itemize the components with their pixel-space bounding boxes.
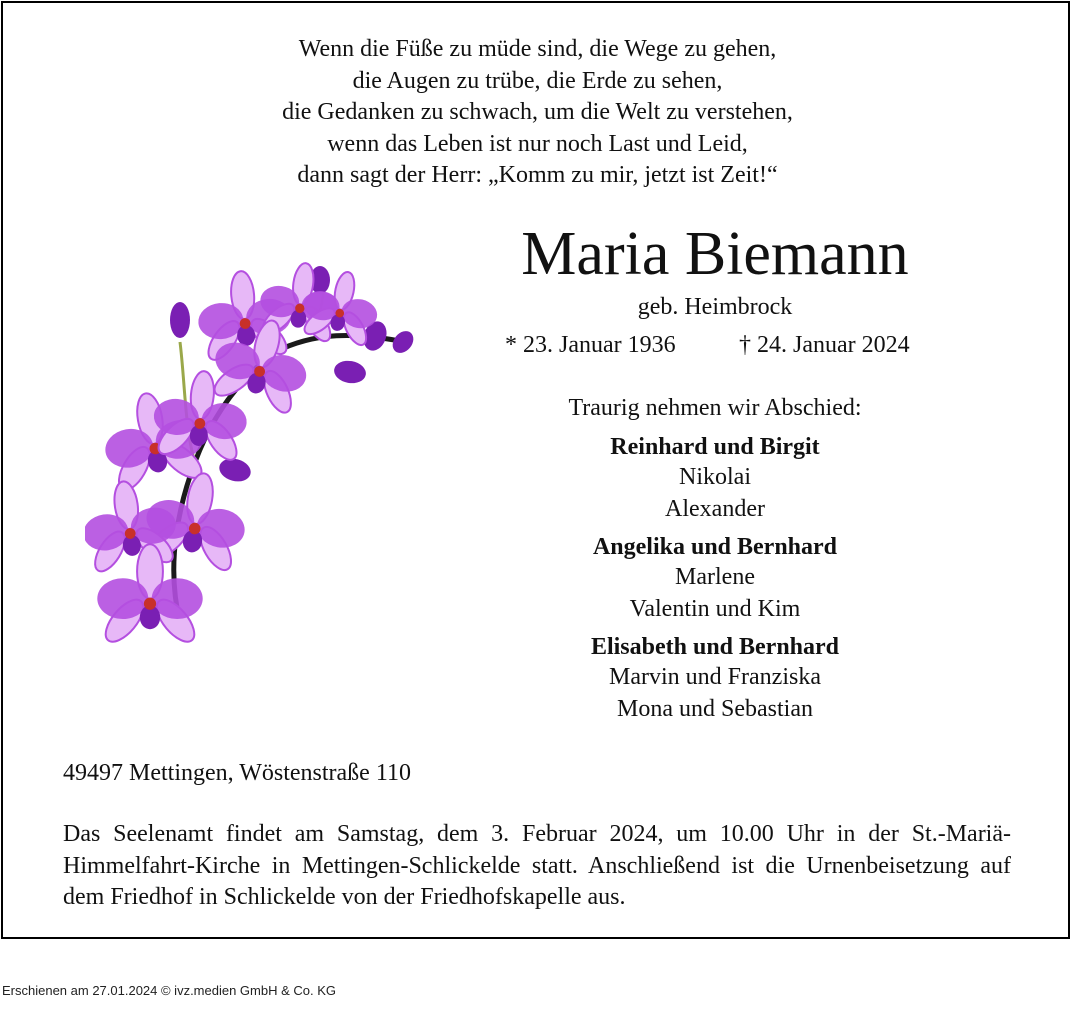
mourner-group bbox=[455, 432, 975, 525]
service-note: Das Seelenamt findet am Samstag, dem 3. Februar 2024, um 10.00 Uhr in der St.-Mariä-Himmelfahrt-Kirche in Mettingen-Schlickelde statt. Anschließend ist die Urnenbeisetzung auf dem Friedhof in Schlickelde von der Friedhofskapelle aus. bbox=[63, 821, 1011, 910]
deceased-name: Maria Biemann bbox=[521, 220, 909, 288]
mourner-group-head: Elisabeth und Bernhard bbox=[590, 634, 840, 660]
mourner-member: Valentin und Kim bbox=[629, 595, 801, 622]
address: 49497 Mettingen, Wöstenstraße 110 bbox=[63, 760, 411, 786]
mourner-group bbox=[455, 632, 975, 725]
orchid-flower bbox=[85, 475, 182, 579]
death-date: † 24. Januar 2024 bbox=[739, 332, 910, 358]
mourners bbox=[455, 393, 975, 732]
mourner-group-head: Reinhard und Birgit bbox=[610, 434, 820, 460]
orchid-bud bbox=[332, 358, 367, 385]
mourner-member: Nikolai bbox=[679, 464, 751, 490]
publication-footer: Erschienen am 27.01.2024 © ivz.medien GmbH & Co. KG bbox=[2, 983, 337, 998]
orchid-bud bbox=[170, 302, 190, 338]
poem-line: Wenn die Füße zu müde sind, die Wege zu gehen, bbox=[298, 36, 777, 62]
mourner-group bbox=[455, 532, 975, 625]
mourner-member: Marvin und Franziska bbox=[609, 664, 821, 690]
poem-line: dann sagt der Herr: „Komm zu mir, jetzt ist Zeit!“ bbox=[297, 162, 778, 188]
poem-line: die Augen zu trübe, die Erde zu sehen, bbox=[352, 67, 723, 94]
birth-name: geb. Heimbrock bbox=[637, 294, 793, 320]
mourner-group-head: Angelika und Bernhard bbox=[592, 534, 838, 560]
mourner-member: Alexander bbox=[665, 495, 765, 522]
birth-date: * 23. Januar 1936 bbox=[505, 332, 676, 358]
poem bbox=[0, 34, 1075, 192]
mourners-intro: Traurig nehmen wir Abschied: bbox=[568, 395, 862, 421]
orchid-image bbox=[85, 262, 425, 652]
orchid-bud bbox=[217, 455, 254, 485]
mourner-member: Mona und Sebastian bbox=[617, 695, 813, 722]
poem-line: die Gedanken zu schwach, um die Welt zu verstehen, bbox=[282, 99, 793, 125]
poem-line: wenn das Leben ist nur noch Last und Leid, bbox=[327, 130, 748, 157]
mourner-member: Marlene bbox=[675, 564, 755, 590]
